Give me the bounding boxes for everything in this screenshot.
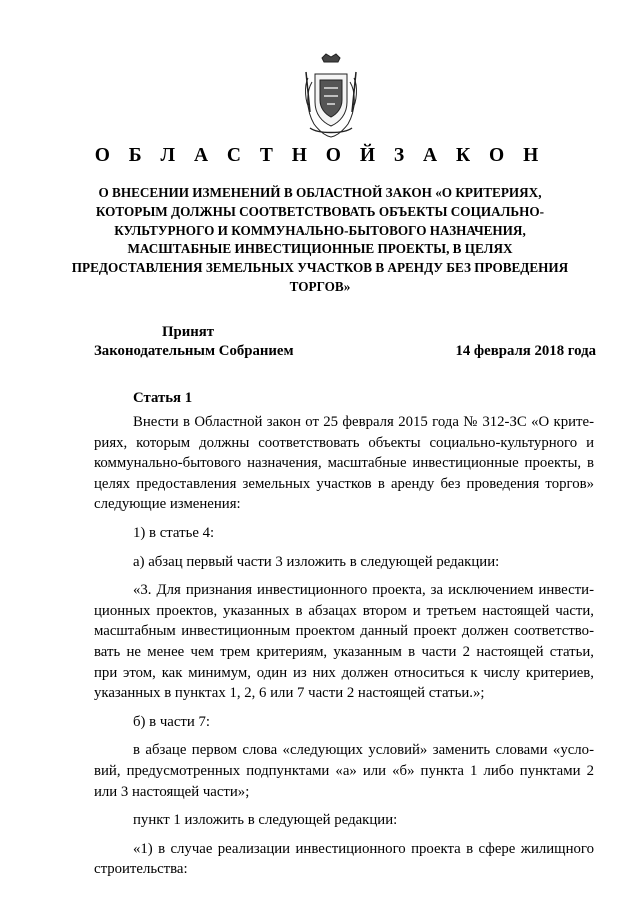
adoption-date: 14 февраля 2018 года [455,343,596,359]
text-line: Внести в Областной закон от 25 февраля 2015 года № 312-ЗС «О крите- [133,414,594,430]
text-line: б) в части 7: [133,713,211,730]
paragraph [94,810,594,831]
text-line: ционных проектов, указанных в абзацах втором и третьем настоящей части, [94,602,594,619]
text-line: вать не менее чем трем критериям, указанным в части 2 настоящей статьи, [94,643,594,660]
text-line: целях предоставления земельных участков в аренду без проведения торгов» [94,475,594,492]
text-line: а) абзац первый части 3 изложить в следующей редакции: [133,553,500,570]
text-line: вий, предусмотренных подпунктами «а» или «б» пункта 1 либо пунктами 2 [94,762,594,779]
text-line: в абзаце первом слова «следующих условий» заменить словами «усло- [133,742,594,759]
text-line: «1) в случае реализации инвестиционного проекта в сфере жилищного [133,840,594,857]
subtitle-line: КОТОРЫМ ДОЛЖНЫ СООТВЕТСТВОВАТЬ ОБЪЕКТЫ СОЦИАЛЬНО- [95,203,545,219]
text-line: масштабным инвестиционным проектом данный проект должен соответство- [94,623,594,640]
text-line: при этом, как минимум, один из них должен относиться к числу критериев, [94,664,594,681]
paragraph [94,839,594,880]
subtitle-line: МАСШТАБНЫЕ ИНВЕСТИЦИОННЫЕ ПРОЕКТЫ, В ЦЕЛЯХ [127,241,513,257]
paragraph [94,740,594,802]
article-body [94,412,594,880]
article-heading: Статья 1 [133,390,193,406]
adopted-by: Законодательным Собранием [94,343,294,359]
text-line: строительства: [94,861,188,878]
subtitle-line: ТОРГОВ» [289,278,351,294]
text-line: указанных в пунктах 1, 2, 6 или 7 части 2 настоящей статьи.»; [94,685,485,702]
paragraph [94,412,594,515]
law-subtitle [60,184,580,297]
text-line: или 3 настоящей части»; [94,783,250,800]
coat-of-arms-icon [300,52,362,138]
paragraph [94,580,594,704]
text-line: пункт 1 изложить в следующей редакции: [133,812,398,829]
subtitle-line: О ВНЕСЕНИИ ИЗМЕНЕНИЙ В ОБЛАСТНОЙ ЗАКОН «О КРИТЕРИЯХ, [98,185,542,200]
subtitle-line: КУЛЬТУРНОГО И КОММУНАЛЬНО-БЫТОВОГО НАЗНАЧЕНИЯ, [114,222,526,238]
text-line: «3. Для признания инвестиционного проекта, за исключением инвести- [133,582,594,599]
text-line: следующие изменения: [94,496,241,513]
law-title: О Б Л А С Т Н О Й З А К О Н [94,145,546,166]
paragraph [94,523,594,544]
paragraph [94,552,594,573]
text-line: 1) в статье 4: [133,524,215,541]
paragraph [94,712,594,733]
adopted-label: Принят [162,324,215,340]
text-line: риях, которым должны соответствовать объекты социально-культурного и [94,434,594,451]
text-line: коммунально-бытового назначения, масштабные инвестиционные проекты, в [94,455,594,472]
subtitle-line: ПРЕДОСТАВЛЕНИЯ ЗЕМЕЛЬНЫХ УЧАСТКОВ В АРЕНДУ БЕЗ ПРОВЕДЕНИЯ [71,260,569,276]
